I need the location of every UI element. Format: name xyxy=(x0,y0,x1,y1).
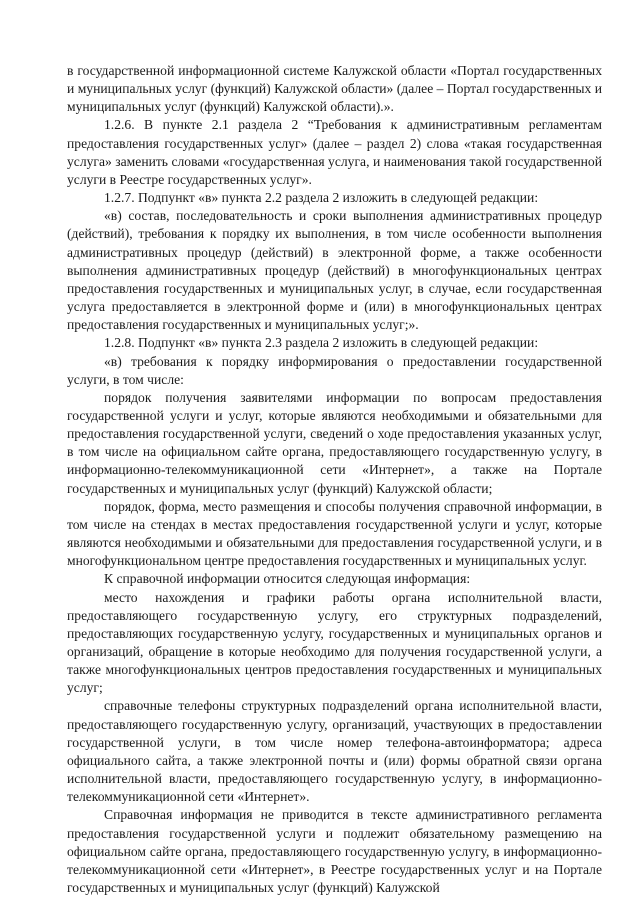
paragraph-reference-info-method: порядок, форма, место размещения и способы получения справочной информации, в том числе на стендах в местах предоставления государственной услуги и услуг, которые являются необходимыми и обязательными для предоставления государственной услуги, и в многофункциональном центре предоставления государственных и муниципальных услуг. xyxy=(67,498,602,569)
paragraph-reference-not-included: Справочная информация не приводится в тексте административного регламента предоставления государственной услуги и подлежит обязательному размещению на официальном сайте органа, предоставляющего государственную услугу, в информационно-телекоммуникационной сети «Интернет», в Реестре государственных услуг и на Портале государственных и муниципальных услуг (функций) Калужской xyxy=(67,807,602,896)
paragraph-1-2-8: 1.2.8. Подпункт «в» пункта 2.3 раздела 2 изложить в следующей редакции: xyxy=(104,335,539,351)
paragraph-1-2-6: 1.2.6. В пункте 2.1 раздела 2 “Требования к административным регламентам предоставления государственных услуг» (далее – раздел 2) слова «такая государственная услуга» заменить словами «государственная услуга, и наименования такой государственной услуги в Реестре государственных услуг». xyxy=(67,117,602,187)
paragraph-1-2-7: 1.2.7. Подпункт «в» пункта 2.2 раздела 2 изложить в следующей редакции: xyxy=(104,190,539,206)
paragraph-phones-addresses: справочные телефоны структурных подразделений органа исполнительной власти, предоставляющего государственную услугу, организаций, участвующих в предоставлении государственной услуги, в том числе номер телефона-автоинформатора; адреса официального сайта, а также электронной почты и (или) формы обратной связи органа исполнительной власти, предоставляющего государственную услугу, в информационно-телекоммуникационной сети «Интернет». xyxy=(67,698,602,805)
paragraph-1-2-8-subpoint-v: «в) требования к порядку информирования о предоставлении государственной услуги, в том числе: xyxy=(67,353,602,387)
paragraph-reference-info-heading: К справочной информации относится следующая информация: xyxy=(104,571,471,587)
paragraph-location-schedule: место нахождения и графики работы органа исполнительной власти, предоставляющего государственную услугу, его структурных подразделений, предоставляющих государственную услугу, государственных и муниципальных органов и организаций, обращение в которые необходимо для получения государственной услуги, а также многофункциональных центров предоставления государственных и муниципальных услуг; xyxy=(67,589,602,696)
paragraph-1-2-7-subpoint-v: «в) состав, последовательность и сроки выполнения административных процедур (действий), требования к порядку их выполнения, в том числе особенности выполнения административных процедур (действий) в электронной форме, а также особенности выполнения административных процедур (действий) в многофункциональных центрах предоставления государственных и муниципальных услуг, в случае, если государственная услуга предоставляется в электронной форме и (или) в многофункциональных центрах предоставления государственных и муниципальных услуг;». xyxy=(67,208,602,333)
paragraph-portal-definition: в государственной информационной системе Калужской области «Портал государственных и муниципальных услуг (функций) Калужской области» (далее – Портал государственных и муниципальных услуг (функций) Калужской области).». xyxy=(67,63,602,115)
paragraph-information-procedure: порядок получения заявителями информации по вопросам предоставления государственной услуги и услуг, которые являются необходимыми и обязательными для предоставления государственной услуги, сведений о ходе предоставления указанных услуг, в том числе на официальном сайте органа, предоставляющего государственную услугу, в информационно-телекоммуникационной сети «Интернет», а также на Портале государственных и муниципальных услуг (функций) Калужской области; xyxy=(67,389,602,496)
